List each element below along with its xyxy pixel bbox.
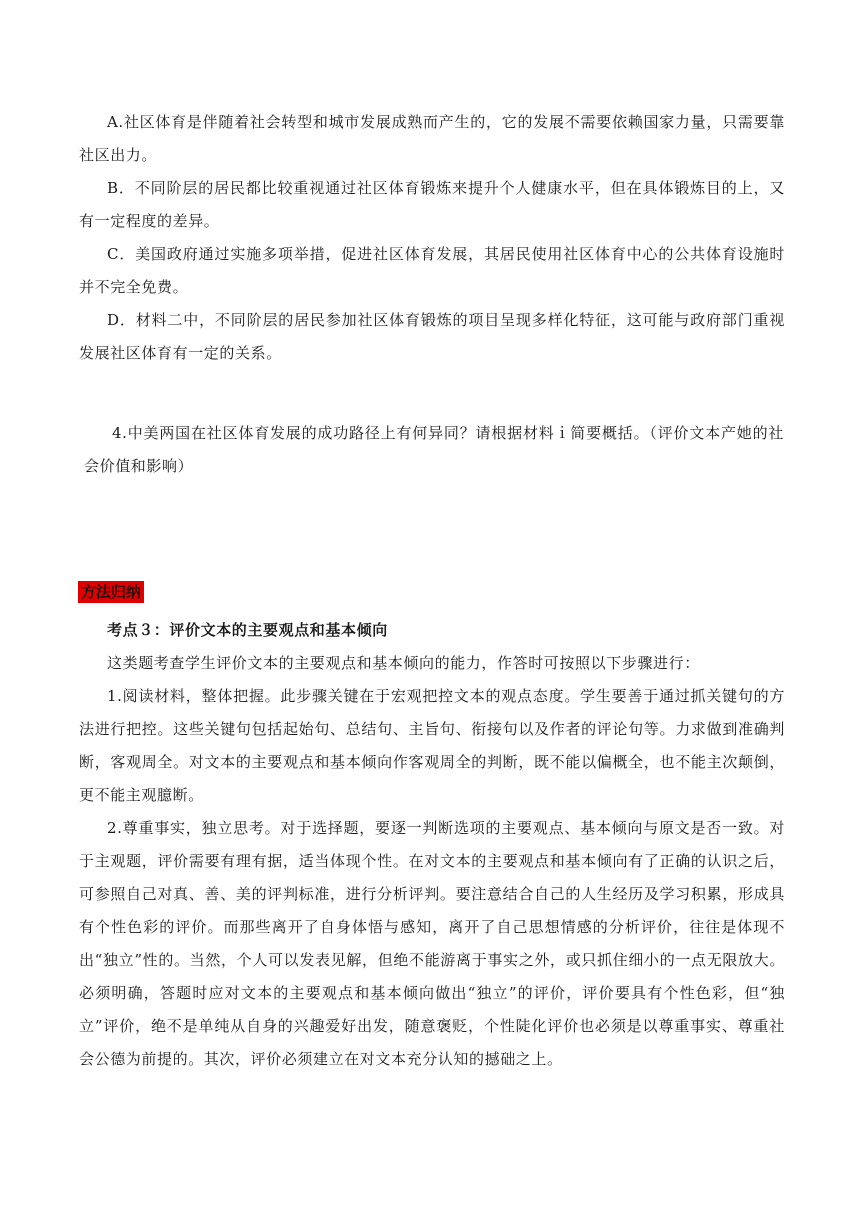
option-a: A.社区体育是伴随着社会转型和城市发展成熟而产生的，它的发展不需要依赖国家力量，只需要靠社区出力。	[79, 113, 785, 164]
step-2-paragraph: 2.尊重事实，独立思考。对于选择题，要逐一判断选项的主要观点、基本倾向与原文是否一致。对于主观题，评价需要有理有据，适当体现个性。在对文本的主要观点和基本倾向有了正确的认识之后，可参照自己对真、善、美的评判标准，进行分析评判。要注意结合自己的人生经历及学习积累，形成具有个性色彩的评价。而那些离开了自身体悟与感知，离开了自己思想情感的分析评价，往往是体现不出“独立”性的。当然，个人可以发表见解，但绝不能游离于事实之外，或只抓住细小的一点无限放大。必须明确，答题时应对文本的主要观点和基本倾向做出“独立”的评价，评价要具有个性色彩，但“独立”评价，绝不是单纯从自身的兴趣爱好出发，随意褒贬，个性陡化评价也必须是以尊重事实、尊重社会公德为前提的。其次，评价必须建立在对文本充分认知的撼础之上。	[79, 819, 785, 1068]
option-c: C．美国政府通过实施多项举措，促进社区体育发展，其居民使用社区体育中心的公共体育设施时并不完全免费。	[79, 245, 785, 296]
section-heading: 考点３：评价文本的主要观点和基本倾向	[107, 621, 388, 639]
method-summary-tag: 方法归纳	[78, 581, 144, 603]
step-1-paragraph: 1.阅读材料，整体把握。此步骤关键在于宏观把控文本的观点态度。学生要善于通过抓关键句的方法进行把控。这些关键句包括起始句、总结句、主旨句、衔接句以及作者的评论句等。力求做到准确判断，客观周全。对文本的主要观点和基本倾向作客观周全的判断，既不能以偏概全，也不能主次颠倒，更不能主观臆断。	[79, 687, 785, 804]
question-4: 4.中美两国在社区体育发展的成功路径上有何异同？请根据材料ｉ简要概括。（评价文本产她的社会价值和影响）	[84, 424, 784, 475]
option-d: D．材料二中，不同阶层的居民参加社区体育锻炼的项目呈现多样化特征，这可能与政府部门重视发展社区体育有一定的关系。	[79, 311, 785, 362]
section-intro: 这类题考查学生评价文本的主要观点和基本倾向的能力，作答时可按照以下步骤进行：	[107, 654, 700, 672]
option-b: B．不同阶层的居民都比较重视通过社区体育锻炼来提升个人健康水平，但在具体锻炼目的上，又有一定程度的差异。	[79, 179, 785, 230]
